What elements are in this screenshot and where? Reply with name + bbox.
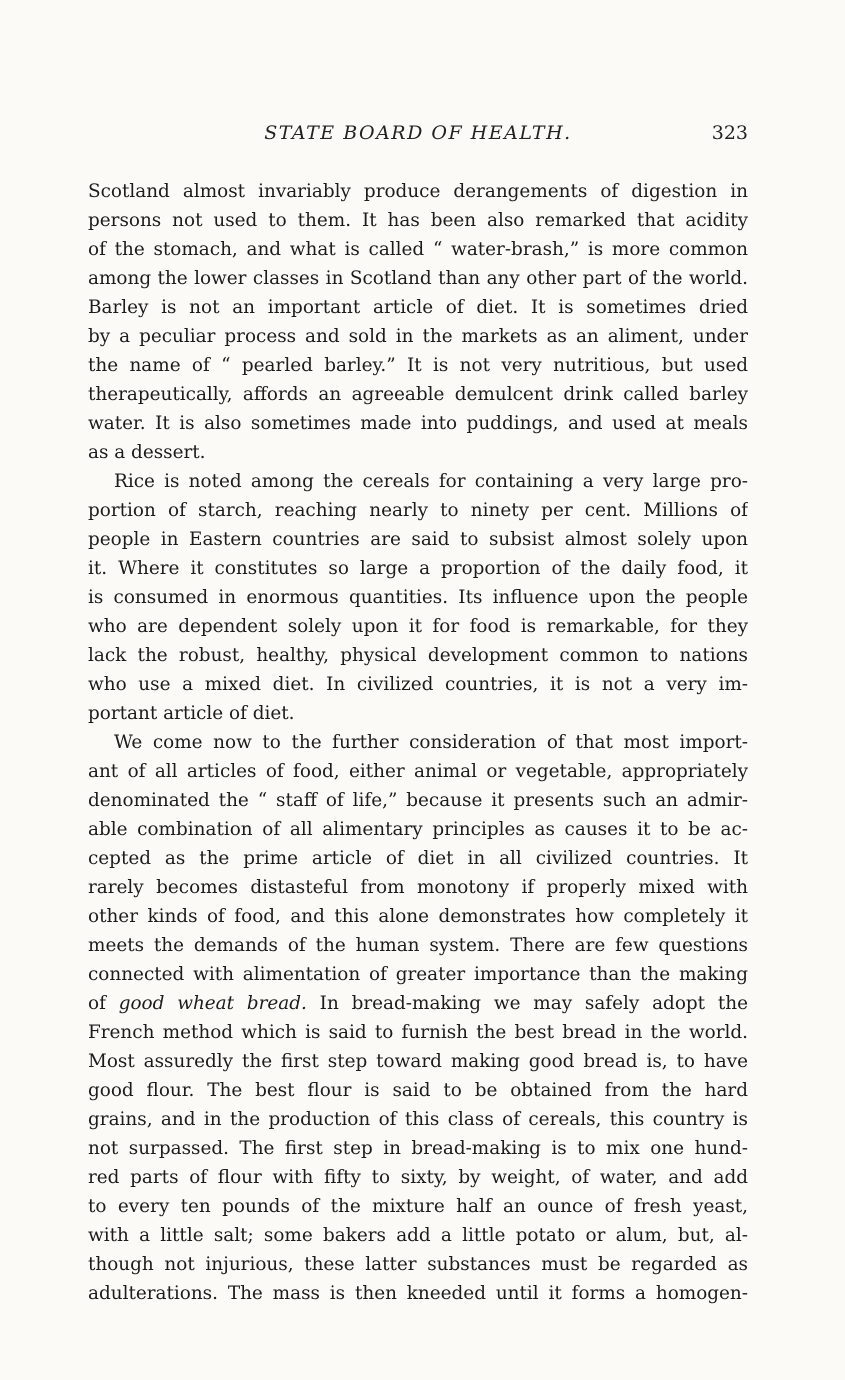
page-number: 323 <box>711 122 748 144</box>
text-line: water. It is also sometimes made into puddings, and used at meals <box>88 413 748 434</box>
text-line: Scotland almost invariably produce derangements of digestion in <box>88 181 748 202</box>
paragraph-bread <box>88 728 748 1308</box>
italic-line-before: of <box>88 993 119 1014</box>
text-line: who are dependent solely upon it for food is remarkable, for they <box>88 616 748 637</box>
text-line: other kinds of food, and this alone demonstrates how completely it <box>88 906 748 927</box>
paragraph-scotland-barley <box>88 177 748 467</box>
paragraph-rice <box>88 467 748 728</box>
text-line-italic-phrase <box>88 989 748 1018</box>
text-line: though not injurious, these latter substances must be regarded as <box>88 1254 748 1275</box>
text-line: portant article of diet. <box>88 703 295 724</box>
text-line: grains, and in the production of this class of cereals, this country is <box>88 1109 748 1130</box>
italic-phrase: good wheat bread. <box>118 993 307 1014</box>
text-line: therapeutically, affords an agreeable demulcent drink called barley <box>88 384 748 405</box>
text-line: adulterations. The mass is then kneeded until it forms a homogen- <box>88 1283 748 1304</box>
text-line: with a little salt; some bakers add a little potato or alum, but, al- <box>88 1225 748 1246</box>
text-line: persons not used to them. It has been also remarked that acidity <box>88 210 748 231</box>
text-line: by a peculiar process and sold in the markets as an aliment, under <box>88 326 748 347</box>
text-line: rarely becomes distasteful from monotony if properly mixed with <box>88 877 748 898</box>
text-line: denominated the “ staff of life,” because it presents such an admir- <box>88 790 748 811</box>
text-line: of the stomach, and what is called “ water-brash,” is more common <box>88 239 748 260</box>
text-line: We come now to the further consideration of that most import- <box>114 732 748 753</box>
text-line: it. Where it constitutes so large a proportion of the daily food, it <box>88 558 748 579</box>
text-line: Rice is noted among the cereals for containing a very large pro- <box>114 471 748 492</box>
text-body <box>88 177 748 1308</box>
text-line: Barley is not an important article of diet. It is sometimes dried <box>88 297 748 318</box>
running-title: STATE BOARD OF HEALTH. <box>264 122 572 144</box>
text-line: among the lower classes in Scotland than any other part of the world. <box>88 268 748 289</box>
text-line: connected with alimentation of greater importance than the making <box>88 964 748 985</box>
text-line: as a dessert. <box>88 442 206 463</box>
text-line: the name of “ pearled barley.” It is not very nutritious, but used <box>88 355 748 376</box>
text-line: portion of starch, reaching nearly to ninety per cent. Millions of <box>88 500 748 521</box>
text-line: who use a mixed diet. In civilized countries, it is not a very im- <box>88 674 748 695</box>
text-line: to every ten pounds of the mixture half an ounce of fresh yeast, <box>88 1196 748 1217</box>
running-head <box>88 122 748 152</box>
text-line: red parts of flour with fifty to sixty, by weight, of water, and add <box>88 1167 748 1188</box>
text-line: French method which is said to furnish the best bread in the world. <box>88 1022 748 1043</box>
text-line: Most assuredly the first step toward making good bread is, to have <box>88 1051 748 1072</box>
text-line: people in Eastern countries are said to subsist almost solely upon <box>88 529 748 550</box>
text-line: ant of all articles of food, either animal or vegetable, appropriately <box>88 761 748 782</box>
text-line: lack the robust, healthy, physical development common to nations <box>88 645 748 666</box>
text-line: cepted as the prime article of diet in all civilized countries. It <box>88 848 748 869</box>
text-line: good flour. The best flour is said to be obtained from the hard <box>88 1080 748 1101</box>
italic-line-after: In bread-making we may safely adopt the <box>306 993 748 1014</box>
text-line: is consumed in enormous quantities. Its influence upon the people <box>88 587 748 608</box>
text-line: meets the demands of the human system. There are few questions <box>88 935 748 956</box>
text-line: not surpassed. The first step in bread-making is to mix one hund- <box>88 1138 748 1159</box>
text-line: able combination of all alimentary principles as causes it to be ac- <box>88 819 748 840</box>
